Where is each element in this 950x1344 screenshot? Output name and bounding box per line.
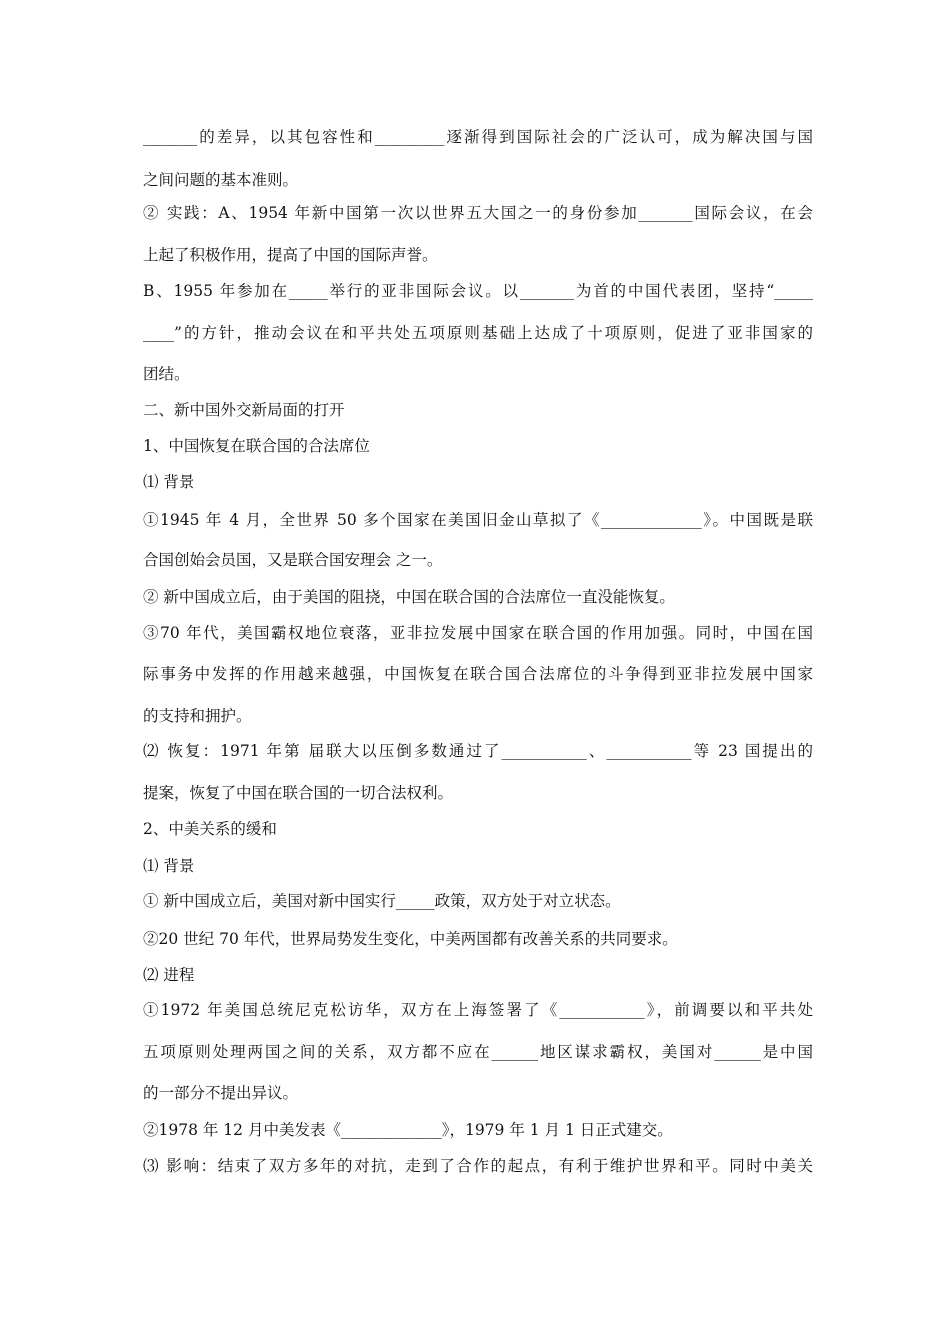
subsection-heading: 2、中美关系的缓和 xyxy=(143,820,277,838)
text-line: ⑴ 背景 xyxy=(143,473,195,491)
text-line: 的支持和拥护。 xyxy=(143,707,252,725)
text-line: 上起了积极作用，提高了中国的国际声誉。 xyxy=(143,246,438,264)
text-line: 五项原则处理两国之间的关系，双方都不应在______地区谋求霸权，美国对______是中国 xyxy=(143,1043,813,1061)
text-line: ⑵ 进程 xyxy=(143,966,195,984)
text-line: ②20 世纪 70 年代，世界局势发生变化，中美两国都有改善关系的共同要求。 xyxy=(143,930,678,948)
text-line: ②1978 年 12 月中美发表《_____________》，1979 年 1 月 1 日正式建交。 xyxy=(143,1121,673,1139)
text-line: 的一部分不提出异议。 xyxy=(143,1084,299,1102)
text-line: 团结。 xyxy=(143,365,190,383)
text-line: ② 新中国成立后，由于美国的阻挠，中国在联合国的合法席位一直没能恢复。 xyxy=(143,588,675,606)
text-line: ③70 年代，美国霸权地位衰落，亚非拉发展中国家在联合国的作用加强。同时，中国在国 xyxy=(143,624,813,642)
text-line: 提案，恢复了中国在联合国的一切合法权利。 xyxy=(143,784,454,802)
text-line: ① 新中国成立后，美国对新中国实行_____政策，双方处于对立状态。 xyxy=(143,892,621,910)
subsection-heading: 1、中国恢复在联合国的合法席位 xyxy=(143,437,370,455)
text-line: ⑴ 背景 xyxy=(143,857,195,875)
section-heading: 二、新中国外交新局面的打开 xyxy=(143,401,345,419)
text-line: ①1945 年 4 月，全世界 50 多个国家在美国旧金山草拟了《_____________》。中国既是联 xyxy=(143,511,813,529)
text-line: 合国创始会员国，又是联合国安理会 之一。 xyxy=(143,551,443,569)
text-line: ⑵ 恢复：1971 年第 届联大以压倒多数通过了___________、___________等 23 国提出的 xyxy=(143,742,813,760)
text-line: _______的差异，以其包容性和_________逐渐得到国际社会的广泛认可，成为解决国与国 xyxy=(143,128,813,146)
text-line: 之间问题的基本准则。 xyxy=(143,171,299,189)
text-line: ② 实践：A、1954 年新中国第一次以世界五大国之一的身份参加_______国际会议，在会 xyxy=(143,204,813,222)
text-line: ⑶ 影响：结束了双方多年的对抗，走到了合作的起点，有利于维护世界和平。同时中美关 xyxy=(143,1157,813,1175)
text-line: B、1955 年参加在_____举行的亚非国际会议。以_______为首的中国代表团，坚持“_____ xyxy=(143,282,813,300)
text-line: ①1972 年美国总统尼克松访华，双方在上海签署了《___________》，前调要以和平共处 xyxy=(143,1001,813,1019)
text-line: 际事务中发挥的作用越来越强，中国恢复在联合国合法席位的斗争得到亚非拉发展中国家 xyxy=(143,665,813,683)
text-line: ____”的方针，推动会议在和平共处五项原则基础上达成了十项原则，促进了亚非国家的 xyxy=(143,324,813,342)
